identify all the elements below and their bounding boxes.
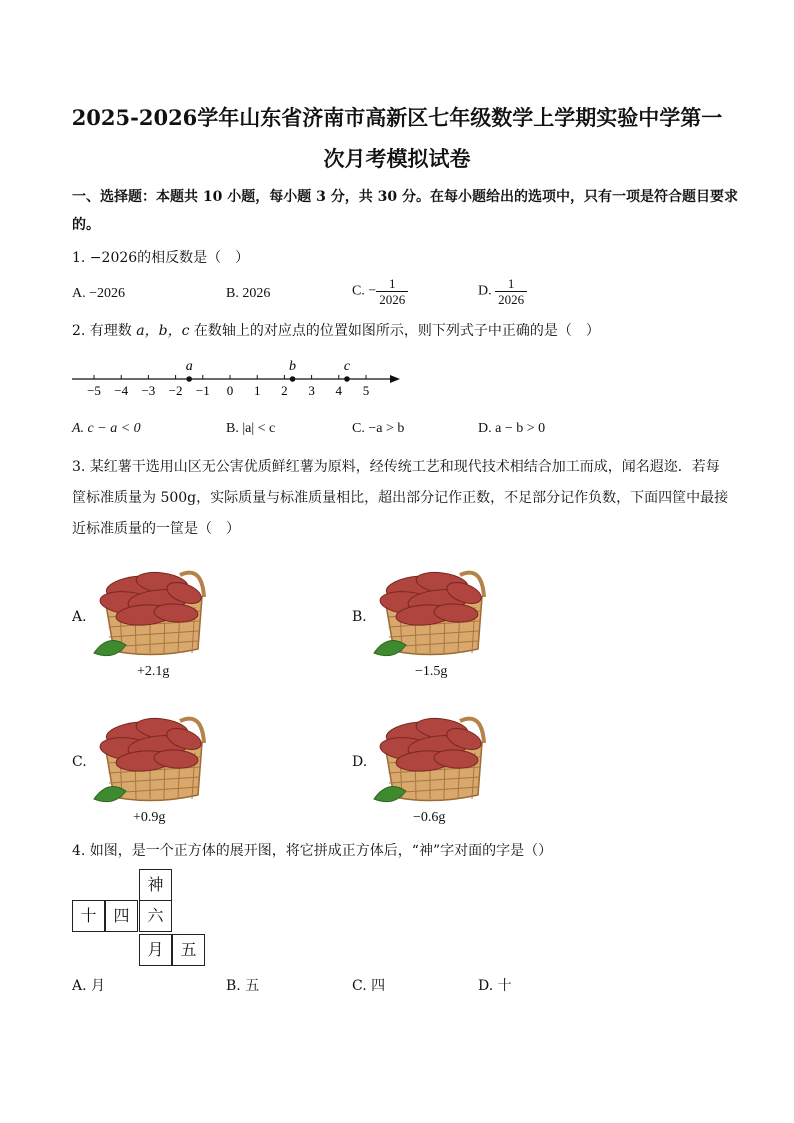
leaf [374, 787, 406, 802]
axis-tick-label: 2 [281, 383, 288, 398]
q3-option-a-value: +2.1g [137, 664, 170, 679]
page-title-line1: 2025-2026学年山东省济南市高新区七年级数学上学期实验中学第一 [71, 105, 723, 130]
q2-option-a: A. c − a < 0 [72, 421, 141, 436]
q1-option-b: B. 2026 [226, 286, 271, 301]
axis-tick-label: −2 [168, 383, 183, 398]
point-a [186, 376, 192, 382]
axis-tick-label: 5 [362, 383, 370, 398]
sweet-potato-basket-image [92, 557, 212, 662]
sweet-potato-basket-image [372, 703, 492, 808]
section-heading-line2: 的。 [72, 217, 100, 233]
q4-option-d: D. 十 [478, 978, 512, 994]
q3-line3: 近标准质量的一筐是（ ） [72, 521, 240, 537]
axis-tick-label: 4 [335, 383, 343, 398]
q1-option-d: D. $\frac{1}{2026}$ [478, 276, 527, 307]
axis-tick-label: −3 [141, 383, 156, 398]
q1-option-a: A. −2026 [72, 286, 126, 301]
section-heading-line1: 一、选择题：本题共 10 小题，每小题 3 分，共 30 分。在每小题给出的选项中，只有一项是符合题目要求 [72, 189, 738, 205]
sweet-potato-basket-image [372, 557, 492, 662]
q3-line2: 筐标准质量为 500g，实际质量与标准质量相比，超出部分记作正数，不足部分记作负数，下面四筐中最接 [72, 490, 729, 506]
cube-face-yue: 月 [139, 934, 172, 966]
cube-face-shen: 神 [139, 869, 172, 901]
cube-face-shi: 十 [72, 900, 105, 932]
q2-stem: 2. 有理数 a，b，c 在数轴上的对应点的位置如图所示，则下列式子中正确的是（ ） [72, 323, 600, 339]
point-label-a: a [185, 359, 193, 374]
point-c [344, 376, 350, 382]
q3-option-a-letter: A. [72, 609, 87, 625]
leaf [94, 787, 126, 802]
q3-option-d-value: −0.6g [413, 810, 446, 825]
point-label-c: c [343, 359, 351, 374]
axis-tick-label: −1 [195, 383, 210, 398]
q2-option-d: D. a − b > 0 [478, 421, 546, 436]
axis-tick-label: 3 [308, 383, 315, 398]
page-title-line2: 次月考模拟试卷 [323, 146, 471, 171]
axis-tick-label: 0 [226, 383, 234, 398]
q3-option-b-letter: B. [352, 609, 367, 625]
number-line [68, 352, 408, 400]
q4-option-a: A. 月 [72, 978, 106, 994]
q3-option-c-value: +0.9g [133, 810, 166, 825]
q3-option-c-letter: C. [72, 754, 87, 770]
point-label-b: b [289, 359, 297, 374]
q2-option-b: B. |a| < c [226, 421, 276, 436]
sweet-potato-basket-image [92, 703, 212, 808]
q1-stem: 1. −2026的相反数是（ ） [72, 250, 250, 266]
q4-option-c: C. 四 [352, 978, 386, 994]
axis-tick-label: −5 [87, 383, 101, 398]
q4-option-b: B. 五 [226, 978, 260, 994]
axis-tick-label: 1 [253, 383, 261, 398]
leaf [374, 641, 406, 656]
leaf [94, 641, 126, 656]
q3-line1: 3. 某红薯干选用山区无公害优质鲜红薯为原料，经传统工艺和现代技术相结合加工而成，闻名遐迩．若每 [72, 459, 720, 475]
axis-tick-label: −4 [114, 383, 129, 398]
q4-stem: 4. 如图，是一个正方体的展开图，将它拼成正方体后，“神”字对面的字是（） [72, 843, 553, 859]
q1-option-c: C. − $\frac{1}{2026}$ [352, 276, 408, 307]
cube-face-wu: 五 [172, 934, 205, 966]
cube-face-si: 四 [105, 900, 138, 932]
q3-option-d-letter: D. [352, 754, 368, 770]
number-line-arrow [390, 375, 400, 383]
point-b [290, 376, 296, 382]
q2-option-c: C. −a > b [352, 421, 405, 436]
q3-option-b-value: −1.5g [415, 664, 448, 679]
cube-face-liu: 六 [139, 900, 172, 932]
